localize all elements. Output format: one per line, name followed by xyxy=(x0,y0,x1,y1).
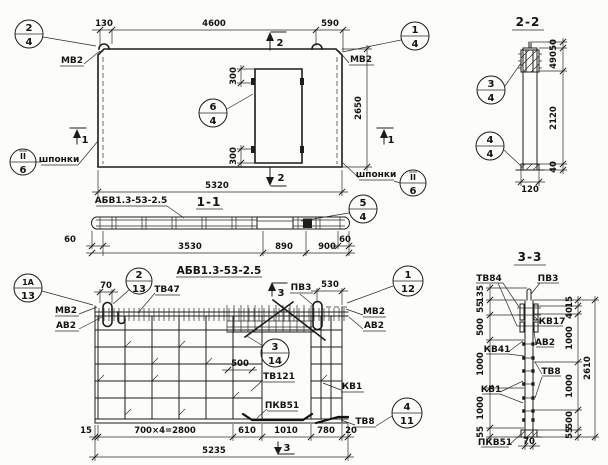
marker-bottom: 14 xyxy=(268,356,282,367)
dim-300-bottom: 300 xyxy=(229,147,239,165)
rebar-title: АБВ1.3-53-2.5 xyxy=(176,265,262,277)
dim-55b: 55 xyxy=(476,426,486,438)
label-av2-rebar-left: АВ2 xyxy=(55,321,77,331)
section-arrow-1-left xyxy=(70,128,89,146)
label-tv8-rebar: ТВ8 xyxy=(355,417,375,427)
s33-member xyxy=(525,289,533,437)
dim-40r: 40 xyxy=(565,307,575,319)
label-kv1-rebar: КВ1 xyxy=(341,382,363,392)
s22-member xyxy=(523,48,537,170)
label-mv2-rebar-right: МВ2 xyxy=(362,307,386,317)
label-shponki-right: шпонки xyxy=(355,170,397,180)
label-kv1: КВ1 xyxy=(480,385,502,395)
marker-1-12 xyxy=(393,266,423,296)
label-pkv51-rebar: ПКВ51 xyxy=(264,401,300,411)
s33-bottom-plate xyxy=(517,430,541,437)
dim-15: 15 xyxy=(80,426,92,436)
marker-bottom: 4 xyxy=(486,149,494,160)
dim-15r: 15 xyxy=(565,296,575,308)
dim-5235: 5235 xyxy=(202,446,226,456)
rebar-underlines xyxy=(55,293,386,427)
dim-40: 40 xyxy=(549,161,559,173)
dim-2650: 2650 xyxy=(354,96,364,120)
marker-top: 1 xyxy=(404,270,412,281)
label-mv2-right: МВ2 xyxy=(349,55,373,65)
s22-leaders xyxy=(504,63,521,166)
section-2-2 xyxy=(476,15,567,195)
s33-bottom-hatch xyxy=(521,430,537,437)
marker-bottom: 4 xyxy=(411,39,419,50)
label-mv2-left: МВ2 xyxy=(60,56,84,66)
marker-bottom: 13 xyxy=(21,291,35,302)
rebar-grid-horizontals xyxy=(95,330,342,398)
dim-50: 50 xyxy=(549,39,559,51)
rebar-dense-mesh-verticals xyxy=(227,305,311,332)
marker-bottom: 12 xyxy=(401,284,415,295)
label-pkv51: ПКВ51 xyxy=(477,438,513,448)
section-arrow-3-bottom xyxy=(274,442,294,455)
s22-title: 2-2 xyxy=(515,15,541,29)
section-1-1 xyxy=(64,195,377,256)
marker-bottom: 4 xyxy=(487,93,495,104)
rebar-extension-lines xyxy=(95,288,348,461)
section-arrow-label: 1 xyxy=(387,135,395,146)
plan-extension-lines xyxy=(98,29,372,196)
dim-55a: 55 xyxy=(476,301,486,313)
marker-2-13 xyxy=(126,268,152,295)
dim-2800: 700×4=2800 xyxy=(134,426,196,436)
s11-title: 1-1 xyxy=(196,195,222,209)
rebar-stirrup-ticks xyxy=(99,308,344,321)
marker-top: 5 xyxy=(359,198,367,209)
dim-490: 490 xyxy=(549,51,559,69)
label-tv121: ТВ121 xyxy=(263,372,295,382)
marker-top: 3 xyxy=(487,79,495,90)
dim-120: 120 xyxy=(521,185,539,195)
dim-500l: 500 xyxy=(476,318,486,336)
marker-2-4 xyxy=(15,20,43,48)
dim-130: 130 xyxy=(95,19,113,29)
marker-bottom: 4 xyxy=(209,116,217,127)
dim-890: 890 xyxy=(275,242,293,252)
dim-20: 20 xyxy=(345,426,357,436)
s22-top-unit-hatch xyxy=(518,50,542,72)
marker-top: II xyxy=(410,173,416,182)
dim-3530: 3530 xyxy=(178,242,202,252)
section-arrow-label: 3 xyxy=(277,288,285,299)
plan-leaders xyxy=(35,37,401,183)
dim-500-rebar: 500 xyxy=(231,359,249,369)
s33-cross-ties xyxy=(525,344,533,411)
section-3-3 xyxy=(476,250,599,450)
plan-label-underlines xyxy=(38,65,394,180)
marker-top: 3 xyxy=(271,342,279,353)
section-arrow-2-top xyxy=(266,32,286,50)
dim-4600: 4600 xyxy=(202,19,226,29)
dim-60-left: 60 xyxy=(64,235,76,245)
rebar-pkv51-bars xyxy=(243,414,312,420)
dim-135: 135 xyxy=(476,285,486,303)
dim-5320: 5320 xyxy=(205,181,229,191)
label-tv84: ТВ84 xyxy=(476,274,502,284)
section-arrow-label: 2 xyxy=(276,38,284,49)
marker-4-11 xyxy=(392,398,422,428)
marker-node-left xyxy=(10,149,36,176)
dim-70-rebar: 70 xyxy=(100,281,112,291)
dim-70-s33: 70 xyxy=(523,437,535,447)
marker-1a-13 xyxy=(14,274,42,302)
marker-1-4 xyxy=(401,22,429,50)
door-opening xyxy=(255,69,302,163)
section-arrow-1-right xyxy=(377,128,395,146)
dim-590: 590 xyxy=(321,19,339,29)
marker-top: 2 xyxy=(25,23,33,34)
label-kv41: КВ41 xyxy=(483,345,511,355)
dim-300-top: 300 xyxy=(229,67,239,85)
label-shponki-left: шпонки xyxy=(38,155,80,165)
s33-bolts xyxy=(517,308,541,326)
dim-780: 780 xyxy=(317,426,335,436)
rebar-dense-mesh-horizontals xyxy=(227,321,313,327)
label-kv17: КВ17 xyxy=(538,317,566,327)
panel-outline xyxy=(98,49,342,167)
marker-bottom: 6 xyxy=(19,165,27,176)
s11-dimension-lines xyxy=(86,246,355,253)
marker-top: 1А xyxy=(22,278,34,287)
plan-view xyxy=(10,19,429,197)
dim-1000la: 1000 xyxy=(476,352,486,376)
dim-1010: 1010 xyxy=(274,426,298,436)
dim-900: 900 xyxy=(318,242,336,252)
marker-3-4 xyxy=(477,76,505,104)
s11-leaders xyxy=(167,206,349,221)
s11-extension-lines xyxy=(92,231,349,256)
dim-55r: 55 xyxy=(565,427,575,439)
s22-bottom-hatch xyxy=(521,164,539,170)
label-tv47: ТВ47 xyxy=(154,285,180,295)
marker-4-4 xyxy=(476,132,504,160)
label-av2-rebar-right: АВ2 xyxy=(363,321,385,331)
marker-top: 4 xyxy=(486,135,494,146)
s11-callout: АБВ1.3-53-2.5 xyxy=(94,196,168,206)
section-arrow-label: 1 xyxy=(81,135,89,146)
marker-5-4 xyxy=(349,195,377,223)
dim-1000lb: 1000 xyxy=(476,396,486,420)
label-tv8: ТВ8 xyxy=(541,367,561,377)
marker-bottom: 11 xyxy=(400,416,414,427)
s33-dimension-lines xyxy=(490,284,595,446)
marker-bottom: 13 xyxy=(132,284,146,295)
marker-top: 2 xyxy=(135,270,143,281)
label-av2: АВ2 xyxy=(534,338,556,348)
marker-top: 1 xyxy=(411,25,419,36)
label-pv3-rebar: ПВ3 xyxy=(290,283,312,293)
s33-title: 3-3 xyxy=(517,250,543,264)
dim-530: 530 xyxy=(321,280,339,290)
dim-1000ra: 1000 xyxy=(565,326,575,350)
dim-1000rb: 1000 xyxy=(565,374,575,398)
marker-top: 6 xyxy=(209,102,217,113)
opening-anchors xyxy=(251,78,304,153)
marker-bottom: 6 xyxy=(409,186,417,197)
label-pv3: ПВ3 xyxy=(537,274,559,284)
dim-2610: 2610 xyxy=(583,356,593,380)
marker-top: II xyxy=(20,152,26,161)
section-arrow-2-bottom xyxy=(266,168,286,186)
marker-6-4 xyxy=(199,99,227,127)
label-mv2-rebar-left: МВ2 xyxy=(54,306,78,316)
marker-top: 4 xyxy=(403,402,411,413)
dim-610: 610 xyxy=(238,426,256,436)
marker-bottom: 4 xyxy=(25,37,33,48)
section-arrow-label: 3 xyxy=(283,443,291,454)
marker-bottom: 4 xyxy=(359,212,367,223)
section-arrow-label: 2 xyxy=(277,173,285,184)
marker-node-right xyxy=(400,170,426,197)
dim-60-right: 60 xyxy=(339,235,351,245)
dim-500r: 500 xyxy=(565,411,575,429)
rebar-elevation xyxy=(14,265,423,461)
dim-2120: 2120 xyxy=(549,106,559,130)
marker-3-14 xyxy=(261,339,289,367)
section-arrow-3-top xyxy=(268,282,287,299)
